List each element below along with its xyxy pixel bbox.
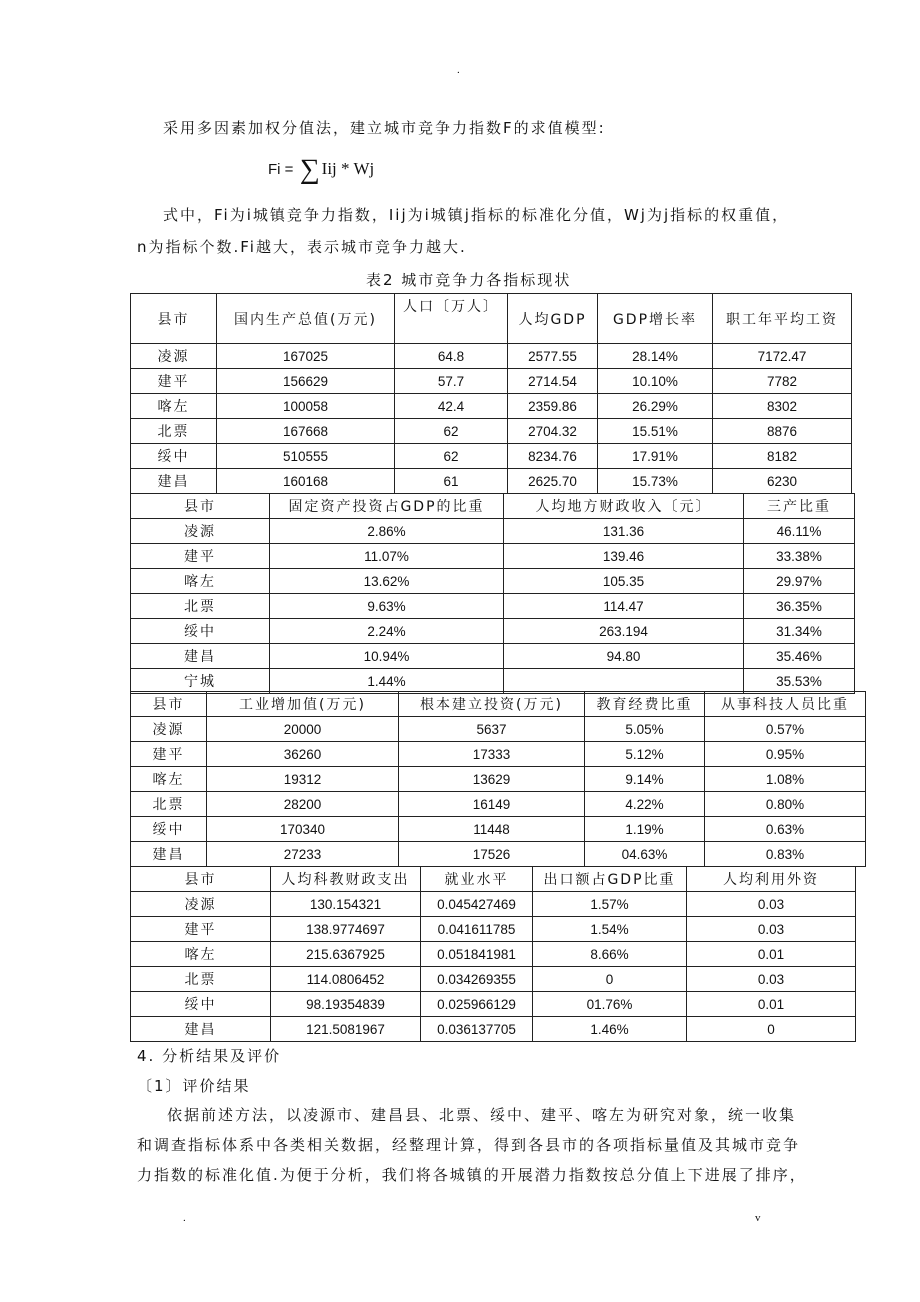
table-part-4	[130, 866, 856, 1042]
header-cell: 人均地方财政收入〔元〕	[504, 494, 744, 519]
table-row	[131, 594, 855, 619]
population-cell: 62	[395, 419, 508, 444]
fixed-asset-share-cell: 1.44%	[270, 669, 504, 694]
gdp-growth-cell: 15.73%	[598, 469, 713, 494]
formula-lhs: Fi =	[268, 161, 294, 178]
edu-expenditure-cell: 138.9774697	[271, 917, 421, 942]
foreign-investment-cell: 0	[687, 1017, 856, 1042]
industry-value-cell: 36260	[207, 742, 399, 767]
county-cell: 凌源	[131, 519, 270, 544]
top-dot-mark: .	[457, 64, 460, 76]
county-cell: 建平	[131, 544, 270, 569]
table-header-row	[131, 494, 855, 519]
export-share-cell: 0	[533, 967, 687, 992]
edu-expenditure-cell: 215.6367925	[271, 942, 421, 967]
table-row	[131, 792, 866, 817]
county-cell: 建昌	[131, 469, 217, 494]
population-cell: 42.4	[395, 394, 508, 419]
header-cell: 人均科教财政支出	[271, 867, 421, 892]
tech-staff-share-cell: 0.95%	[705, 742, 866, 767]
intro-line-1: 采用多因素加权分值法，建立城市竞争力指数F的求值模型:	[163, 119, 606, 137]
education-share-cell: 4.22%	[585, 792, 705, 817]
table-row	[131, 817, 866, 842]
fiscal-revenue-cell: 131.36	[504, 519, 744, 544]
tech-staff-share-cell: 0.80%	[705, 792, 866, 817]
industry-value-cell: 170340	[207, 817, 399, 842]
tech-staff-share-cell: 0.63%	[705, 817, 866, 842]
foreign-investment-cell: 0.03	[687, 917, 856, 942]
table-row	[131, 1017, 856, 1042]
employment-cell: 0.025966129	[421, 992, 533, 1017]
county-cell: 建昌	[131, 644, 270, 669]
header-cell: 职工年平均工资	[713, 294, 852, 344]
gdp-per-capita-cell: 2625.70	[508, 469, 598, 494]
gdp-cell: 100058	[217, 394, 395, 419]
gdp-per-capita-cell: 2577.55	[508, 344, 598, 369]
avg-wage-cell: 7782	[713, 369, 852, 394]
header-cell: 工业增加值(万元)	[207, 692, 399, 717]
intro-line-3: n为指标个数.Fi越大，表示城市竞争力越大.	[137, 238, 467, 256]
fiscal-revenue-cell: 139.46	[504, 544, 744, 569]
employment-cell: 0.036137705	[421, 1017, 533, 1042]
tertiary-share-cell: 35.46%	[744, 644, 855, 669]
export-share-cell: 1.46%	[533, 1017, 687, 1042]
subsection-heading: 〔1〕评价结果	[137, 1077, 251, 1095]
county-cell: 喀左	[131, 942, 271, 967]
table-row	[131, 967, 856, 992]
edu-expenditure-cell: 130.154321	[271, 892, 421, 917]
gdp-cell: 167025	[217, 344, 395, 369]
education-share-cell: 1.19%	[585, 817, 705, 842]
header-cell: 国内生产总值(万元)	[217, 294, 395, 344]
header-cell: 教育经费比重	[585, 692, 705, 717]
fiscal-revenue-cell: 105.35	[504, 569, 744, 594]
table-row	[131, 942, 856, 967]
industry-value-cell: 28200	[207, 792, 399, 817]
county-cell: 绥中	[131, 817, 207, 842]
foreign-investment-cell: 0.03	[687, 967, 856, 992]
gdp-cell: 156629	[217, 369, 395, 394]
gdp-growth-cell: 26.29%	[598, 394, 713, 419]
table-row	[131, 669, 855, 694]
intro-line-2: 式中，Fi为i城镇竞争力指数，Iij为i城镇j指标的标准化分值，Wj为j指标的权重值，	[163, 206, 790, 224]
table-row	[131, 344, 852, 369]
county-cell: 建昌	[131, 1017, 271, 1042]
header-cell: 人均利用外资	[687, 867, 856, 892]
county-cell: 宁城	[131, 669, 270, 694]
gdp-per-capita-cell: 2704.32	[508, 419, 598, 444]
foreign-investment-cell: 0.03	[687, 892, 856, 917]
table-row	[131, 544, 855, 569]
header-cell: 从事科技人员比重	[705, 692, 866, 717]
tertiary-share-cell: 31.34%	[744, 619, 855, 644]
tertiary-share-cell: 46.11%	[744, 519, 855, 544]
gdp-per-capita-cell: 8234.76	[508, 444, 598, 469]
gdp-growth-cell: 15.51%	[598, 419, 713, 444]
fiscal-revenue-cell	[504, 669, 744, 694]
table-header-row	[131, 692, 866, 717]
county-cell: 喀左	[131, 569, 270, 594]
county-cell: 绥中	[131, 619, 270, 644]
county-cell: 北票	[131, 792, 207, 817]
table-row	[131, 842, 866, 867]
header-cell: GDP增长率	[598, 294, 713, 344]
tech-staff-share-cell: 1.08%	[705, 767, 866, 792]
avg-wage-cell: 8302	[713, 394, 852, 419]
edu-expenditure-cell: 121.5081967	[271, 1017, 421, 1042]
table-part-3	[130, 691, 866, 867]
capital-investment-cell: 11448	[399, 817, 585, 842]
capital-investment-cell: 17526	[399, 842, 585, 867]
employment-cell: 0.041611785	[421, 917, 533, 942]
gdp-growth-cell: 10.10%	[598, 369, 713, 394]
header-cell: 县市	[131, 294, 217, 344]
export-share-cell: 1.54%	[533, 917, 687, 942]
county-cell: 凌源	[131, 344, 217, 369]
fiscal-revenue-cell: 263.194	[504, 619, 744, 644]
section-heading: 4. 分析结果及评价	[137, 1047, 282, 1065]
foreign-investment-cell: 0.01	[687, 942, 856, 967]
foreign-investment-cell: 0.01	[687, 992, 856, 1017]
county-cell: 建平	[131, 917, 271, 942]
formula-sigma: ∑	[299, 154, 320, 185]
table-row	[131, 469, 852, 494]
education-share-cell: 5.12%	[585, 742, 705, 767]
formula	[268, 154, 374, 186]
header-cell: 县市	[131, 867, 271, 892]
industry-value-cell: 19312	[207, 767, 399, 792]
table-caption: 表2 城市竞争力各指标现状	[366, 271, 572, 289]
table-part-2	[130, 493, 855, 694]
gdp-cell: 167668	[217, 419, 395, 444]
fixed-asset-share-cell: 11.07%	[270, 544, 504, 569]
edu-expenditure-cell: 114.0806452	[271, 967, 421, 992]
education-share-cell: 04.63%	[585, 842, 705, 867]
table-header-row	[131, 867, 856, 892]
table-row	[131, 444, 852, 469]
table-row	[131, 767, 866, 792]
population-cell: 61	[395, 469, 508, 494]
tertiary-share-cell: 35.53%	[744, 669, 855, 694]
bottom-left-mark: .	[183, 1212, 186, 1224]
industry-value-cell: 20000	[207, 717, 399, 742]
export-share-cell: 1.57%	[533, 892, 687, 917]
capital-investment-cell: 5637	[399, 717, 585, 742]
tertiary-share-cell: 33.38%	[744, 544, 855, 569]
fixed-asset-share-cell: 2.24%	[270, 619, 504, 644]
gdp-per-capita-cell: 2359.86	[508, 394, 598, 419]
header-cell: 固定资产投资占GDP的比重	[270, 494, 504, 519]
table-row	[131, 519, 855, 544]
avg-wage-cell: 6230	[713, 469, 852, 494]
county-cell: 绥中	[131, 444, 217, 469]
county-cell: 喀左	[131, 767, 207, 792]
county-cell: 北票	[131, 967, 271, 992]
table-row	[131, 717, 866, 742]
table-row	[131, 419, 852, 444]
body-paragraph-line-1: 依据前述方法，以凌源市、建昌县、北票、绥中、建平、喀左为研究对象，统一收集	[167, 1106, 797, 1124]
header-cell: 县市	[131, 494, 270, 519]
formula-rhs: Iij * Wj	[321, 159, 375, 178]
fixed-asset-share-cell: 9.63%	[270, 594, 504, 619]
education-share-cell: 5.05%	[585, 717, 705, 742]
table-part-1	[130, 293, 852, 494]
gdp-growth-cell: 17.91%	[598, 444, 713, 469]
avg-wage-cell: 8182	[713, 444, 852, 469]
edu-expenditure-cell: 98.19354839	[271, 992, 421, 1017]
header-cell: 县市	[131, 692, 207, 717]
header-cell: 根本建立投资(万元)	[399, 692, 585, 717]
fiscal-revenue-cell: 114.47	[504, 594, 744, 619]
county-cell: 绥中	[131, 992, 271, 1017]
table-row	[131, 917, 856, 942]
table-row	[131, 369, 852, 394]
export-share-cell: 8.66%	[533, 942, 687, 967]
table-row	[131, 619, 855, 644]
header-cell: 就业水平	[421, 867, 533, 892]
county-cell: 北票	[131, 419, 217, 444]
bottom-right-mark: v	[755, 1212, 761, 1224]
table-row	[131, 644, 855, 669]
export-share-cell: 01.76%	[533, 992, 687, 1017]
table-row	[131, 992, 856, 1017]
header-cell: 出口额占GDP比重	[533, 867, 687, 892]
header-cell: 三产比重	[744, 494, 855, 519]
population-cell: 57.7	[395, 369, 508, 394]
table-row	[131, 892, 856, 917]
avg-wage-cell: 7172.47	[713, 344, 852, 369]
fixed-asset-share-cell: 10.94%	[270, 644, 504, 669]
capital-investment-cell: 17333	[399, 742, 585, 767]
county-cell: 北票	[131, 594, 270, 619]
county-cell: 凌源	[131, 892, 271, 917]
employment-cell: 0.034269355	[421, 967, 533, 992]
table-row	[131, 394, 852, 419]
gdp-cell: 510555	[217, 444, 395, 469]
industry-value-cell: 27233	[207, 842, 399, 867]
gdp-cell: 160168	[217, 469, 395, 494]
capital-investment-cell: 13629	[399, 767, 585, 792]
avg-wage-cell: 8876	[713, 419, 852, 444]
header-cell: 人口〔万人〕	[395, 294, 508, 344]
tertiary-share-cell: 29.97%	[744, 569, 855, 594]
table-header-row	[131, 294, 852, 344]
capital-investment-cell: 16149	[399, 792, 585, 817]
fixed-asset-share-cell: 2.86%	[270, 519, 504, 544]
population-cell: 62	[395, 444, 508, 469]
employment-cell: 0.045427469	[421, 892, 533, 917]
tech-staff-share-cell: 0.83%	[705, 842, 866, 867]
fiscal-revenue-cell: 94.80	[504, 644, 744, 669]
county-cell: 建昌	[131, 842, 207, 867]
table-row	[131, 742, 866, 767]
tertiary-share-cell: 36.35%	[744, 594, 855, 619]
body-paragraph-line-3: 力指数的标准化值.为便于分析，我们将各城镇的开展潜力指数按总分值上下进展了排序，	[137, 1166, 807, 1184]
table-row	[131, 569, 855, 594]
county-cell: 建平	[131, 369, 217, 394]
header-cell: 人均GDP	[508, 294, 598, 344]
county-cell: 喀左	[131, 394, 217, 419]
tech-staff-share-cell: 0.57%	[705, 717, 866, 742]
body-paragraph-line-2: 和调查指标体系中各类相关数据，经整理计算，得到各县市的各项指标量值及其城市竞争	[137, 1136, 801, 1154]
gdp-growth-cell: 28.14%	[598, 344, 713, 369]
county-cell: 凌源	[131, 717, 207, 742]
employment-cell: 0.051841981	[421, 942, 533, 967]
gdp-per-capita-cell: 2714.54	[508, 369, 598, 394]
fixed-asset-share-cell: 13.62%	[270, 569, 504, 594]
education-share-cell: 9.14%	[585, 767, 705, 792]
population-cell: 64.8	[395, 344, 508, 369]
county-cell: 建平	[131, 742, 207, 767]
